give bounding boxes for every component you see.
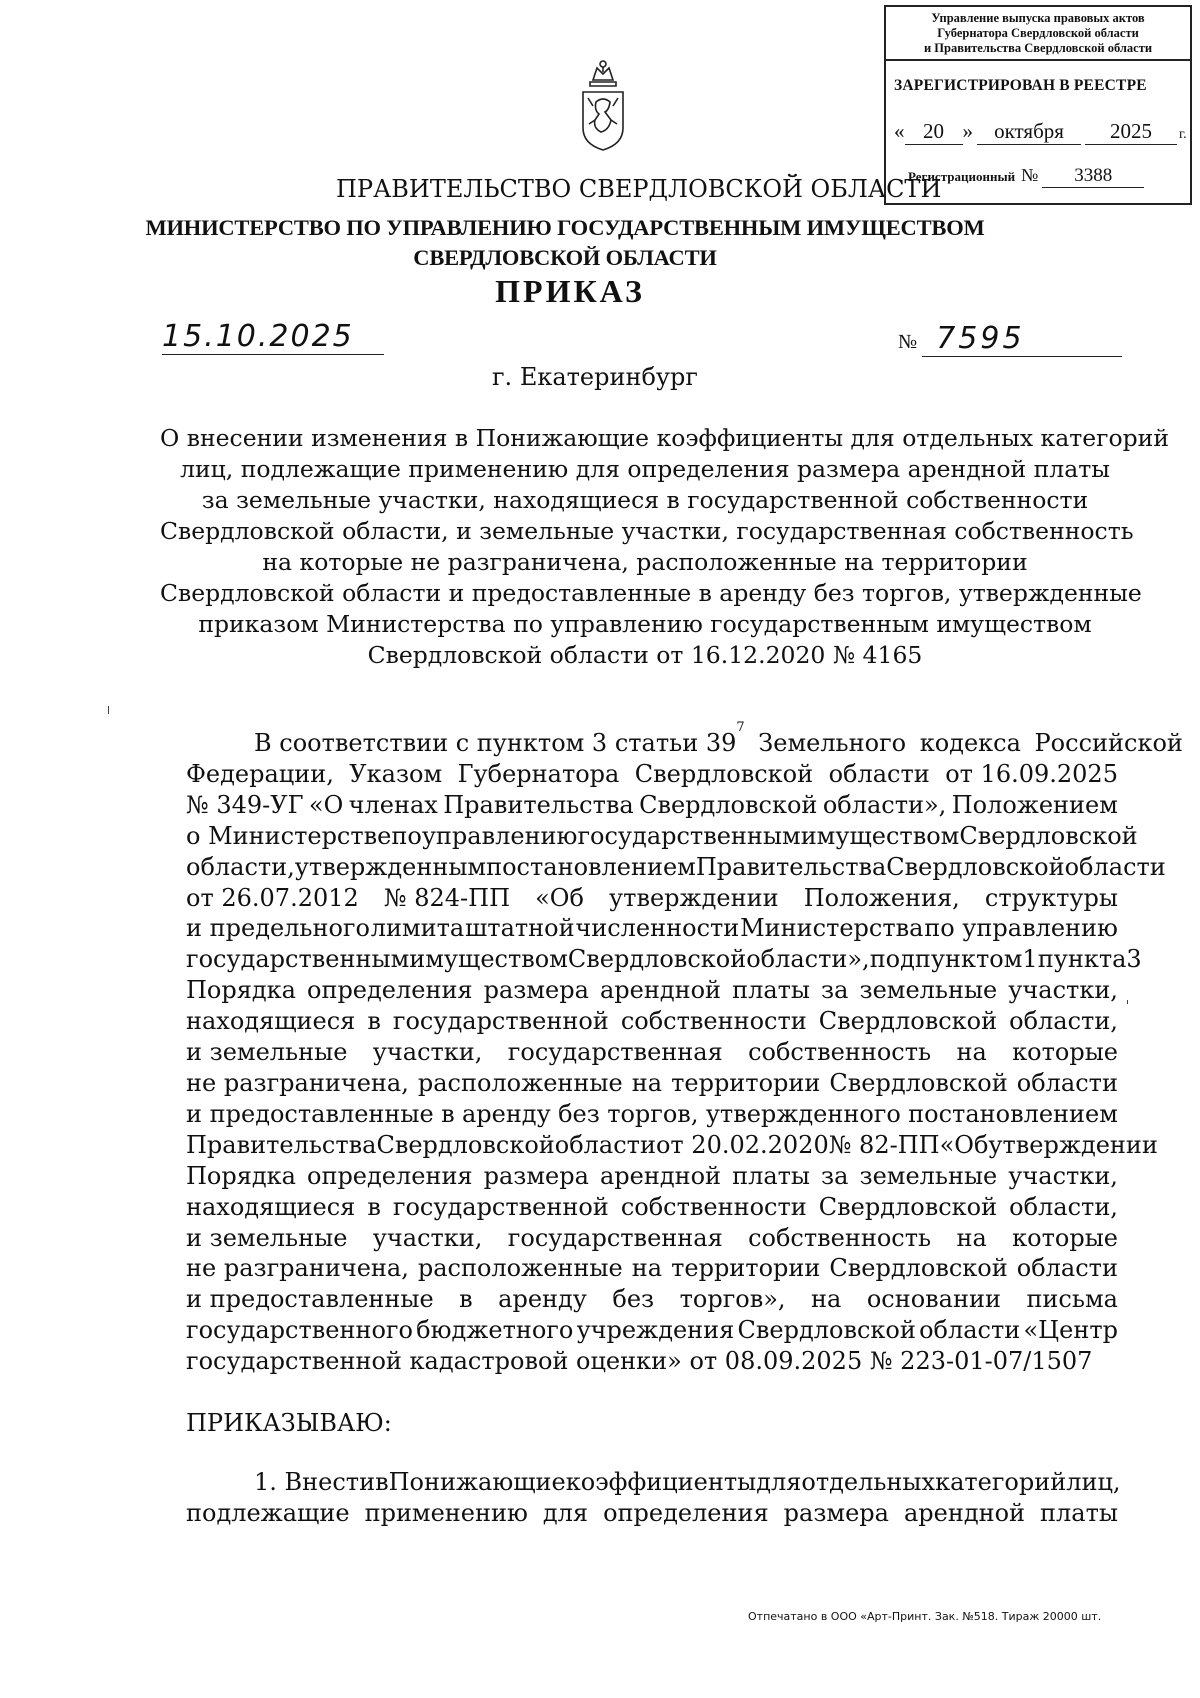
word: Свердловской (567, 945, 747, 974)
word: для (756, 1468, 802, 1496)
word: Правительства (443, 790, 634, 819)
word: Указом (349, 759, 443, 788)
preamble-line (186, 1130, 1158, 1161)
word: находящиеся (186, 1192, 356, 1221)
word: области (1016, 1254, 1118, 1283)
word: торгов», (679, 1285, 786, 1314)
word: штатной (464, 914, 575, 943)
word: для (542, 1499, 589, 1527)
document-title-text: ПРИКАЗ (495, 273, 645, 309)
word: арендной (599, 1161, 722, 1190)
word: имуществом (800, 821, 960, 850)
word: пункта (1037, 945, 1127, 974)
printer-footer: Отпечатано в ООО «Арт-Принт. Зак. №518. Тираж 20000 шт. (748, 1610, 1102, 1623)
word: лимита (370, 914, 465, 943)
word: учреждения (576, 1316, 735, 1345)
word: области, (1009, 1192, 1118, 1221)
word: которые (1012, 1038, 1118, 1067)
word: собственности (620, 1007, 807, 1036)
word: «О (308, 790, 344, 819)
word: Правительства (695, 852, 887, 881)
word: № 82-ПП (828, 1130, 940, 1159)
word: на (956, 1223, 987, 1252)
word: области», (746, 945, 870, 974)
stamp-year-suffix: г. (1179, 127, 1187, 142)
word: за (821, 976, 849, 1005)
preamble-line (186, 913, 1118, 944)
word: определения (603, 1499, 769, 1527)
word: Свердловской (376, 1130, 555, 1159)
stamp-header-line: и Правительства Свердловской области (923, 41, 1153, 55)
word: «Центр (1023, 1316, 1118, 1345)
word: письма (1026, 1285, 1118, 1314)
word: государственная (507, 1038, 723, 1067)
word: государственным (577, 821, 801, 850)
scan-artifact (1127, 1000, 1128, 1004)
word: аренду (461, 1099, 551, 1128)
word: членах (348, 790, 438, 819)
preamble-text: В соответствии с пунктом 3 статьи 39 (254, 729, 737, 757)
stamp-number: 3388 (1042, 165, 1144, 188)
preamble-line (186, 1284, 1118, 1315)
word: подпунктом (869, 945, 1023, 974)
word: расположенные (417, 1254, 623, 1283)
stamp-year: 2025 (1085, 119, 1177, 145)
word: в (459, 1285, 473, 1314)
stamp-number-label: Регистрационный (908, 169, 1016, 184)
order-number-row (898, 322, 1122, 357)
superscript: 7 (736, 720, 745, 735)
word: и предоставленные (186, 1285, 434, 1314)
word: Свердловской (886, 852, 1065, 881)
word: утверждении (609, 883, 779, 912)
city-text: г. Екатеринбург (491, 363, 698, 391)
word: на (631, 1254, 663, 1283)
preamble-line (186, 790, 1118, 821)
preamble-line (186, 1315, 1118, 1346)
word: численности (575, 914, 740, 943)
word: находящиеся (186, 1007, 356, 1036)
word: от 26.07.2012 (186, 883, 359, 912)
word: управлению (421, 821, 578, 850)
preamble-line (186, 1253, 1118, 1284)
word: и земельные (186, 1223, 348, 1252)
word: в (441, 1099, 455, 1128)
preamble-line (186, 883, 1118, 914)
word: № 824-ПП (383, 883, 511, 912)
word: собственность (748, 1038, 932, 1067)
preamble-line (186, 821, 1138, 852)
word: без (612, 1285, 655, 1314)
word: в (367, 1007, 381, 1036)
word: по (391, 821, 422, 850)
word: земельные (859, 1161, 998, 1190)
stamp-registered-label: ЗАРЕГИСТРИРОВАН В РЕЕСТРЕ (894, 77, 1147, 94)
word: государственного (186, 1316, 413, 1345)
order-subject (160, 423, 1169, 671)
word: арендной (903, 1499, 1026, 1527)
word: бюджетного (416, 1316, 574, 1345)
word: земельные (859, 976, 998, 1005)
preamble-line (186, 1223, 1118, 1254)
word: утвержденным (294, 852, 487, 881)
preamble-line (186, 1037, 1118, 1068)
word: Губернатора (457, 759, 620, 788)
preamble-line (186, 720, 1183, 759)
word: участки, (1008, 1161, 1118, 1190)
word: собственности (620, 1192, 807, 1221)
word: области (1016, 1068, 1118, 1097)
word: и предельного (186, 914, 370, 943)
word: расположенные (417, 1068, 623, 1097)
word: области (919, 1316, 1021, 1345)
word: и земельные (186, 1038, 348, 1067)
word: 1. Внести (254, 1468, 376, 1496)
preamble-line (186, 1006, 1118, 1037)
word: постановлением (908, 1099, 1118, 1128)
word: Положения, (803, 883, 960, 912)
word: территории (671, 1254, 821, 1283)
ministry-heading-line: СВЕРДЛОВСКОЙ ОБЛАСТИ (413, 245, 717, 270)
word: № 349-УГ (186, 790, 304, 819)
word: участки, (372, 1223, 483, 1252)
word: от 20.02.2020 (655, 1130, 829, 1159)
word: утвержденного (705, 1099, 901, 1128)
word: торгов, (607, 1099, 699, 1128)
stamp-header-line: Губернатора Свердловской области (937, 26, 1139, 40)
word: Положением (951, 790, 1118, 819)
order-number-sign: № (898, 331, 918, 353)
word: постановлением (486, 852, 696, 881)
word: определения (307, 1161, 473, 1190)
word: области», (822, 790, 947, 819)
word: размера (483, 1161, 589, 1190)
word: «Об (939, 1130, 989, 1159)
preamble-line (186, 1068, 1118, 1099)
word: по управлению (924, 914, 1118, 943)
word: «Об (535, 883, 584, 912)
word: области (1064, 852, 1166, 881)
word: государственной (392, 1192, 609, 1221)
preamble-line (186, 1192, 1118, 1223)
word: области, (186, 852, 295, 881)
word: Свердловской (634, 759, 814, 788)
word: Министерства (740, 914, 924, 943)
word: Понижающие (388, 1468, 566, 1496)
word: Свердловской (829, 1068, 1008, 1097)
document-title (0, 273, 1200, 310)
word: подлежащие (186, 1499, 350, 1527)
word: области, (1009, 1007, 1118, 1036)
word: Свердловской (829, 1254, 1008, 1283)
preamble-line (186, 759, 1118, 790)
subject-line: О внесении изменения в Понижающие коэффициенты для отдельных категорий (160, 424, 1169, 452)
word: Порядка (186, 1161, 296, 1190)
word: государственная (507, 1223, 723, 1252)
stamp-month: октября (977, 119, 1081, 145)
subject-line: за земельные участки, находящиеся в государственной собственности (201, 486, 1089, 514)
preamble-line (186, 1161, 1118, 1192)
word: лиц, (1066, 1468, 1121, 1496)
word: и предоставленные (186, 1099, 434, 1128)
word: коэффициенты (565, 1468, 757, 1496)
order-preamble (186, 720, 1183, 1377)
word: платы (732, 976, 811, 1005)
subject-line: Свердловской области, и земельные участки, государственная собственность (160, 517, 1134, 545)
word: Федерации, (186, 759, 334, 788)
preamble-line (186, 1099, 1118, 1130)
word: за (821, 1161, 849, 1190)
word: в (375, 1468, 389, 1496)
preamble-line: государственной кадастровой оценки» от 08.09.2025 № 223-01-07/1507 (186, 1347, 1093, 1376)
word: 3 (1126, 945, 1142, 974)
item-line (186, 1498, 1118, 1529)
order-word: ПРИКАЗЫВАЮ: (186, 1409, 392, 1437)
subject-line: приказом Министерства по управлению государственным имуществом (198, 610, 1092, 638)
word: собственность (748, 1223, 932, 1252)
word: в (367, 1192, 381, 1221)
word: отдельных (801, 1468, 936, 1496)
ministry-heading (0, 213, 1200, 273)
item-line (186, 1467, 1121, 1498)
order-number: 7595 (922, 322, 1122, 357)
word: участки, (372, 1038, 483, 1067)
word: основании (866, 1285, 1001, 1314)
subject-line: лиц, подлежащие применению для определения размера арендной платы (180, 455, 1110, 483)
word: платы (732, 1161, 811, 1190)
word: Свердловской (818, 1192, 998, 1221)
word: арендной (599, 976, 722, 1005)
order-item-1 (186, 1467, 1121, 1529)
word: на (956, 1038, 987, 1067)
preamble-line (186, 944, 1142, 975)
word: на (631, 1068, 663, 1097)
word: утверждении (988, 1130, 1158, 1159)
word: государственной (392, 1007, 609, 1036)
word: 1 (1022, 945, 1038, 974)
word: Свердловской (959, 821, 1138, 850)
word: государственным (186, 945, 410, 974)
ministry-heading-line: МИНИСТЕРСТВО ПО УПРАВЛЕНИЮ ГОСУДАРСТВЕННЫМ ИМУЩЕСТВОМ (145, 215, 985, 240)
word: не разграничена, (186, 1068, 409, 1097)
word: Свердловской (818, 1007, 998, 1036)
word: имуществом (409, 945, 568, 974)
word: применению (364, 1499, 528, 1527)
city (0, 363, 1200, 391)
word: о Министерстве (186, 821, 392, 850)
preamble-text: Земельного кодекса Российской (744, 729, 1183, 757)
stamp-header (886, 7, 1190, 61)
word: платы (1040, 1499, 1118, 1527)
stamp-number-row (908, 165, 1144, 188)
word: Свердловской (737, 1316, 916, 1345)
order-date: 15.10.2025 (162, 320, 384, 355)
stamp-header-line: Управление выпуска правовых актов (931, 11, 1145, 25)
subject-line: Свердловской области и предоставленные в аренду без торгов, утвержденные (160, 579, 1142, 607)
word: территории (671, 1068, 821, 1097)
word: Правительства (186, 1130, 377, 1159)
word: аренду (498, 1285, 587, 1314)
word: структуры (984, 883, 1118, 912)
preamble-line (186, 852, 1166, 883)
subject-line: Свердловской области от 16.12.2020 № 4165 (367, 641, 923, 669)
word: области (554, 1130, 656, 1159)
word: от 16.09.2025 (945, 759, 1118, 788)
stamp-day: 20 (905, 119, 963, 145)
word: Свердловской (639, 790, 818, 819)
scan-artifact (108, 706, 109, 714)
word: не разграничена, (186, 1254, 409, 1283)
word: размера (783, 1499, 889, 1527)
word: определения (307, 976, 473, 1005)
word: категорий (935, 1468, 1067, 1496)
word: Порядка (186, 976, 296, 1005)
government-heading: ПРАВИТЕЛЬСТВО СВЕРДЛОВСКОЙ ОБЛАСТИ (336, 175, 942, 203)
coat-of-arms-icon (579, 58, 627, 154)
word: без (558, 1099, 600, 1128)
subject-line: на которые не разграничена, расположенные на территории (262, 548, 1028, 576)
word: участки, (1008, 976, 1118, 1005)
stamp-number-sign: № (1021, 165, 1039, 185)
word: размера (483, 976, 589, 1005)
word: на (811, 1285, 842, 1314)
preamble-line (186, 975, 1118, 1006)
word: области (828, 759, 930, 788)
stamp-date: « 20 » октября 2025 г. (894, 119, 1187, 143)
word: которые (1012, 1223, 1118, 1252)
